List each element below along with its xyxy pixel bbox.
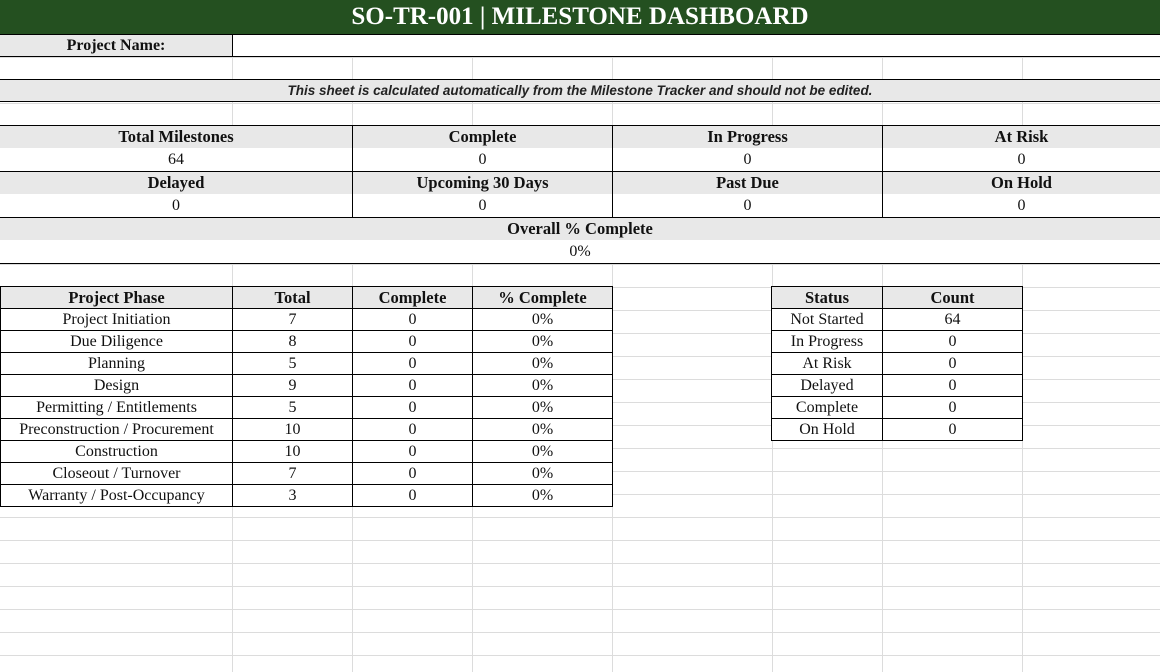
phase-table-header: Total (233, 287, 353, 309)
phase-cell[interactable]: 0% (473, 441, 613, 463)
summary-value: 0 (882, 148, 1160, 172)
status-table (771, 286, 1023, 441)
phase-table-header: % Complete (473, 287, 613, 309)
phase-cell[interactable]: 3 (233, 485, 353, 507)
status-cell[interactable]: 0 (883, 353, 1023, 375)
summary-label: At Risk (882, 125, 1160, 149)
status-row (772, 331, 1023, 353)
phase-cell[interactable]: 0 (353, 441, 473, 463)
phase-cell[interactable]: 7 (233, 309, 353, 331)
phase-cell[interactable]: 8 (233, 331, 353, 353)
status-row (772, 397, 1023, 419)
phase-row (1, 485, 613, 507)
phase-row (1, 463, 613, 485)
summary-value: 0 (612, 194, 882, 218)
phase-row (1, 331, 613, 353)
phase-cell[interactable]: Warranty / Post-Occupancy (1, 485, 233, 507)
summary-value: 0 (882, 194, 1160, 218)
phase-cell[interactable]: 0% (473, 397, 613, 419)
phase-cell[interactable]: 0 (353, 485, 473, 507)
auto-calc-note: This sheet is calculated automatically from the Milestone Tracker and should not be edited. (0, 79, 1160, 102)
phase-cell[interactable]: 7 (233, 463, 353, 485)
status-table-header: Status (772, 287, 883, 309)
status-table-header: Count (883, 287, 1023, 309)
phase-row (1, 397, 613, 419)
status-cell[interactable]: On Hold (772, 419, 883, 441)
phase-cell[interactable]: Permitting / Entitlements (1, 397, 233, 419)
status-cell[interactable]: 0 (883, 331, 1023, 353)
phase-cell[interactable]: 0 (353, 331, 473, 353)
summary-label: Past Due (612, 171, 882, 195)
phase-cell[interactable]: Construction (1, 441, 233, 463)
phase-cell[interactable]: 9 (233, 375, 353, 397)
phase-cell[interactable]: 0 (353, 353, 473, 375)
status-cell[interactable]: Not Started (772, 309, 883, 331)
phase-cell[interactable]: 0% (473, 375, 613, 397)
phase-cell[interactable]: 10 (233, 441, 353, 463)
phase-cell[interactable]: Project Initiation (1, 309, 233, 331)
summary-label: On Hold (882, 171, 1160, 195)
dashboard-title: SO-TR-001 | MILESTONE DASHBOARD (0, 0, 1160, 34)
phase-cell[interactable]: 10 (233, 419, 353, 441)
phase-table-header: Project Phase (1, 287, 233, 309)
phase-cell[interactable]: 5 (233, 353, 353, 375)
summary-label: Total Milestones (0, 125, 352, 149)
phase-cell[interactable]: 0% (473, 353, 613, 375)
status-cell[interactable]: Delayed (772, 375, 883, 397)
phase-cell[interactable]: 0% (473, 309, 613, 331)
phase-cell[interactable]: 0 (353, 419, 473, 441)
phase-row (1, 353, 613, 375)
summary-value: 64 (0, 148, 352, 172)
summary-value: 0 (352, 148, 612, 172)
summary-label: Delayed (0, 171, 352, 195)
phase-row (1, 441, 613, 463)
phase-cell[interactable]: 0 (353, 309, 473, 331)
phase-cell[interactable]: 0% (473, 463, 613, 485)
status-row (772, 419, 1023, 441)
phase-row (1, 419, 613, 441)
phase-cell[interactable]: 0 (353, 375, 473, 397)
summary-label: Complete (352, 125, 612, 149)
phase-table-header: Complete (353, 287, 473, 309)
phase-cell[interactable]: Design (1, 375, 233, 397)
phase-table (0, 286, 613, 507)
summary-value: 0 (612, 148, 882, 172)
status-cell[interactable]: 0 (883, 397, 1023, 419)
overall-complete-label: Overall % Complete (0, 217, 1160, 241)
overall-complete-value: 0% (0, 240, 1160, 264)
summary-label: Upcoming 30 Days (352, 171, 612, 195)
phase-row (1, 309, 613, 331)
phase-cell[interactable]: Planning (1, 353, 233, 375)
phase-cell[interactable]: 0% (473, 331, 613, 353)
phase-cell[interactable]: 0 (353, 463, 473, 485)
phase-cell[interactable]: Closeout / Turnover (1, 463, 233, 485)
phase-cell[interactable]: 0% (473, 485, 613, 507)
summary-label: In Progress (612, 125, 882, 149)
summary-value: 0 (352, 194, 612, 218)
project-name-input[interactable] (232, 35, 1160, 56)
phase-row (1, 375, 613, 397)
phase-cell[interactable]: 0% (473, 419, 613, 441)
phase-cell[interactable]: Due Diligence (1, 331, 233, 353)
status-row (772, 375, 1023, 397)
phase-cell[interactable]: 0 (353, 397, 473, 419)
status-cell[interactable]: 0 (883, 419, 1023, 441)
status-row (772, 353, 1023, 375)
status-cell[interactable]: At Risk (772, 353, 883, 375)
status-cell[interactable]: 64 (883, 309, 1023, 331)
summary-value: 0 (0, 194, 352, 218)
project-name-label: Project Name: (66, 36, 166, 54)
status-row (772, 309, 1023, 331)
phase-cell[interactable]: 5 (233, 397, 353, 419)
status-cell[interactable]: Complete (772, 397, 883, 419)
phase-cell[interactable]: Preconstruction / Procurement (1, 419, 233, 441)
status-cell[interactable]: In Progress (772, 331, 883, 353)
status-cell[interactable]: 0 (883, 375, 1023, 397)
